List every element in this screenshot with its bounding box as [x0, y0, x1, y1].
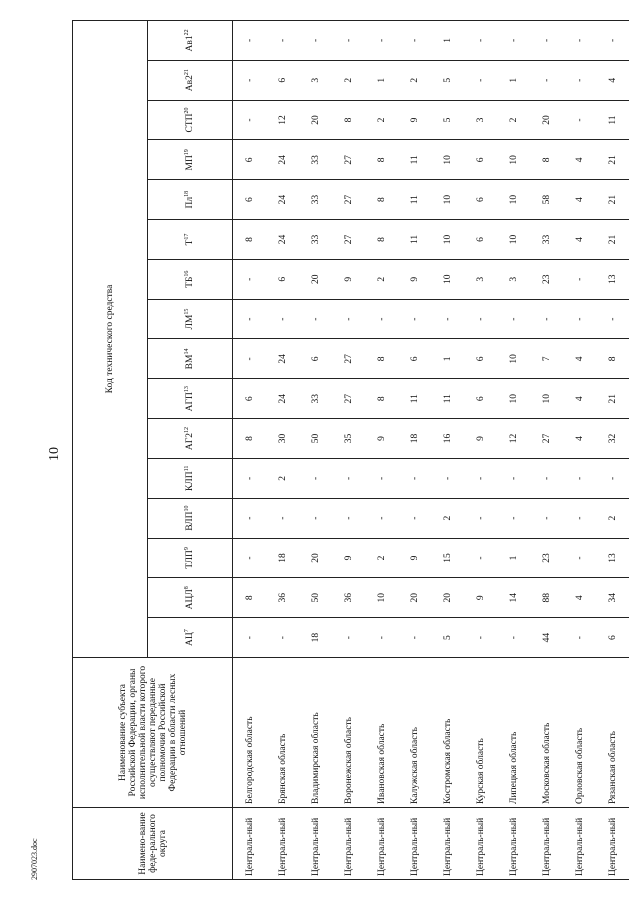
district-cell: Централь-ный	[596, 808, 629, 880]
value-cell: 5	[431, 618, 464, 658]
value-cell: -	[530, 498, 563, 538]
value-cell: 2	[365, 538, 398, 578]
value-cell: 10	[431, 259, 464, 299]
district-cell: Централь-ный	[497, 808, 530, 880]
table-row	[233, 21, 267, 880]
value-cell: -	[464, 458, 497, 498]
value-cell: -	[266, 21, 299, 61]
region-cell: Липецкая область	[497, 658, 530, 808]
value-cell: 33	[530, 220, 563, 260]
value-cell: 33	[299, 220, 332, 260]
value-cell: -	[299, 21, 332, 61]
value-cell: 8	[365, 180, 398, 220]
value-cell: -	[464, 60, 497, 100]
value-cell: -	[365, 498, 398, 538]
value-cell: -	[332, 299, 365, 339]
value-cell: 4	[596, 60, 629, 100]
value-cell: -	[398, 498, 431, 538]
value-cell: 20	[530, 100, 563, 140]
value-cell: 13	[596, 259, 629, 299]
value-cell: 21	[596, 180, 629, 220]
value-cell: -	[365, 458, 398, 498]
value-cell: 1	[497, 60, 530, 100]
value-cell: 8	[530, 140, 563, 180]
value-cell: 6	[464, 140, 497, 180]
header-code-3: ТЛП$^9$	[148, 538, 233, 578]
value-cell: 4	[563, 180, 596, 220]
table-row	[497, 21, 530, 880]
value-cell: -	[563, 21, 596, 61]
value-cell: 8	[233, 220, 267, 260]
district-cell: Централь-ный	[431, 808, 464, 880]
table-row	[596, 21, 629, 880]
value-cell: 9	[398, 538, 431, 578]
value-cell: 23	[530, 538, 563, 578]
header-subject: Наименование субъекта Российской Федерации, органы исполнительной власти которого осуществляют переданные полномочия Российской Федерации в области лесных отношений	[73, 658, 233, 808]
region-cell: Курская область	[464, 658, 497, 808]
value-cell: 10	[431, 180, 464, 220]
value-cell: -	[299, 458, 332, 498]
rotated-table-container	[72, 20, 618, 880]
value-cell: -	[266, 618, 299, 658]
value-cell: 24	[266, 140, 299, 180]
district-cell: Централь-ный	[563, 808, 596, 880]
value-cell: 10	[431, 220, 464, 260]
value-cell: 10	[365, 578, 398, 618]
value-cell: 27	[332, 180, 365, 220]
district-cell: Централь-ный	[332, 808, 365, 880]
value-cell: 9	[365, 419, 398, 459]
value-cell: 50	[299, 578, 332, 618]
value-cell: -	[431, 299, 464, 339]
page-number: 10	[47, 447, 62, 461]
value-cell: 7	[530, 339, 563, 379]
value-cell: -	[497, 618, 530, 658]
value-cell: -	[266, 299, 299, 339]
value-cell: 16	[431, 419, 464, 459]
value-cell: 6	[464, 379, 497, 419]
value-cell: -	[596, 299, 629, 339]
district-cell: Централь-ный	[464, 808, 497, 880]
value-cell: -	[332, 458, 365, 498]
region-cell: Белгородская область	[233, 658, 267, 808]
table-row	[563, 21, 596, 880]
footer-filename: 2907023.doc	[30, 838, 39, 880]
value-cell: 27	[332, 140, 365, 180]
value-cell: -	[596, 21, 629, 61]
header-code-16: $Ав1^{22}$	[148, 21, 233, 61]
value-cell: 10	[530, 379, 563, 419]
value-cell: -	[332, 498, 365, 538]
value-cell: 24	[266, 180, 299, 220]
value-cell: 88	[530, 578, 563, 618]
region-cell: Ивановская область	[365, 658, 398, 808]
value-cell: 11	[398, 379, 431, 419]
value-cell: -	[398, 618, 431, 658]
header-code-8: ВМ$^{14}$	[148, 339, 233, 379]
value-cell: 2	[398, 60, 431, 100]
value-cell: -	[431, 458, 464, 498]
region-cell: Рязанская область	[596, 658, 629, 808]
value-cell: 18	[398, 419, 431, 459]
value-cell: 9	[464, 578, 497, 618]
value-cell: 18	[299, 618, 332, 658]
value-cell: 9	[398, 100, 431, 140]
value-cell: 6	[233, 379, 267, 419]
value-cell: 8	[365, 140, 398, 180]
value-cell: -	[563, 259, 596, 299]
table-row	[431, 21, 464, 880]
value-cell: 6	[398, 339, 431, 379]
value-cell: -	[233, 21, 267, 61]
value-cell: -	[530, 458, 563, 498]
value-cell: 33	[299, 140, 332, 180]
value-cell: -	[596, 458, 629, 498]
header-code-1: $АЦ^7$	[148, 618, 233, 658]
value-cell: 20	[299, 538, 332, 578]
value-cell: -	[233, 458, 267, 498]
value-cell: 36	[332, 578, 365, 618]
value-cell: 21	[596, 379, 629, 419]
value-cell: -	[398, 458, 431, 498]
region-cell: Костромская область	[431, 658, 464, 808]
value-cell: 11	[431, 379, 464, 419]
value-cell: 2	[596, 498, 629, 538]
value-cell: 9	[332, 259, 365, 299]
header-code-15: $Ав2^{21}$	[148, 60, 233, 100]
value-cell: 10	[497, 339, 530, 379]
value-cell: -	[563, 618, 596, 658]
region-cell: Воронежская область	[332, 658, 365, 808]
value-cell: 9	[332, 538, 365, 578]
value-cell: 30	[266, 419, 299, 459]
value-cell: -	[233, 618, 267, 658]
value-cell: 34	[596, 578, 629, 618]
value-cell: -	[365, 21, 398, 61]
value-cell: -	[332, 618, 365, 658]
district-cell: Централь-ный	[530, 808, 563, 880]
value-cell: 8	[233, 578, 267, 618]
value-cell: 6	[464, 339, 497, 379]
value-cell: 6	[266, 259, 299, 299]
header-district: Наимено-вание феде-рального округа	[73, 808, 233, 880]
value-cell: 10	[497, 379, 530, 419]
header-code-11: $Т^{17}$	[148, 220, 233, 260]
value-cell: -	[398, 299, 431, 339]
value-cell: -	[233, 60, 267, 100]
value-cell: -	[365, 299, 398, 339]
value-cell: 5	[431, 100, 464, 140]
value-cell: 58	[530, 180, 563, 220]
value-cell: 1	[431, 339, 464, 379]
value-cell: 27	[530, 419, 563, 459]
value-cell: 27	[332, 339, 365, 379]
value-cell: 20	[398, 578, 431, 618]
header-code-5: КЛП$^{11}$	[148, 458, 233, 498]
value-cell: 3	[464, 259, 497, 299]
value-cell: 1	[497, 538, 530, 578]
value-cell: 6	[233, 180, 267, 220]
header-code-10: ТБ$^{16}$	[148, 259, 233, 299]
header-code-7: АГП$^{13}$	[148, 379, 233, 419]
value-cell: -	[365, 618, 398, 658]
region-cell: Московская область	[530, 658, 563, 808]
value-cell: 1	[431, 21, 464, 61]
value-cell: 10	[497, 180, 530, 220]
value-cell: 24	[266, 339, 299, 379]
value-cell: -	[530, 21, 563, 61]
value-cell: 12	[266, 100, 299, 140]
value-cell: 11	[398, 180, 431, 220]
value-cell: 18	[266, 538, 299, 578]
value-cell: 8	[365, 379, 398, 419]
header-code-9: ЛМ$^{15}$	[148, 299, 233, 339]
value-cell: -	[563, 299, 596, 339]
value-cell: -	[464, 498, 497, 538]
value-cell: 15	[431, 538, 464, 578]
value-cell: -	[563, 458, 596, 498]
value-cell: -	[497, 498, 530, 538]
value-cell: 5	[431, 60, 464, 100]
value-cell: 11	[596, 100, 629, 140]
value-cell: 10	[431, 140, 464, 180]
value-cell: 33	[299, 379, 332, 419]
value-cell: -	[563, 100, 596, 140]
value-cell: -	[299, 299, 332, 339]
value-cell: 6	[596, 618, 629, 658]
value-cell: 27	[332, 220, 365, 260]
table-row	[530, 21, 563, 880]
value-cell: -	[563, 60, 596, 100]
value-cell: -	[464, 618, 497, 658]
value-cell: 23	[530, 259, 563, 299]
value-cell: 32	[596, 419, 629, 459]
district-cell: Централь-ный	[266, 808, 299, 880]
value-cell: -	[464, 538, 497, 578]
value-cell: 33	[299, 180, 332, 220]
value-cell: -	[266, 498, 299, 538]
technical-means-table	[72, 20, 629, 880]
value-cell: 4	[563, 140, 596, 180]
value-cell: -	[497, 458, 530, 498]
table-row	[464, 21, 497, 880]
header-code-2: АЦЛ$^8$	[148, 578, 233, 618]
value-cell: 6	[266, 60, 299, 100]
value-cell: -	[530, 299, 563, 339]
value-cell: 21	[596, 220, 629, 260]
value-cell: -	[497, 299, 530, 339]
district-cell: Централь-ный	[299, 808, 332, 880]
value-cell: -	[299, 498, 332, 538]
value-cell: 11	[398, 140, 431, 180]
value-cell: 11	[398, 220, 431, 260]
value-cell: 8	[365, 220, 398, 260]
header-code-12: $Пл^{18}$	[148, 180, 233, 220]
value-cell: 8	[596, 339, 629, 379]
value-cell: -	[563, 538, 596, 578]
value-cell: 8	[332, 100, 365, 140]
value-cell: 24	[266, 379, 299, 419]
value-cell: 44	[530, 618, 563, 658]
header-code-4: ВЛП$^{10}$	[148, 498, 233, 538]
region-cell: Владимирская область	[299, 658, 332, 808]
value-cell: 8	[233, 419, 267, 459]
value-cell: 12	[497, 419, 530, 459]
value-cell: 36	[266, 578, 299, 618]
value-cell: 2	[431, 498, 464, 538]
value-cell: 50	[299, 419, 332, 459]
value-cell: 2	[266, 458, 299, 498]
region-cell: Калужская область	[398, 658, 431, 808]
value-cell: 10	[497, 140, 530, 180]
value-cell: -	[233, 299, 267, 339]
header-code-13: МП$^{19}$	[148, 140, 233, 180]
value-cell: 20	[431, 578, 464, 618]
value-cell: 6	[464, 220, 497, 260]
value-cell: 4	[563, 419, 596, 459]
value-cell: -	[233, 100, 267, 140]
value-cell: -	[233, 498, 267, 538]
value-cell: -	[233, 339, 267, 379]
value-cell: 21	[596, 140, 629, 180]
value-cell: 4	[563, 578, 596, 618]
value-cell: -	[233, 259, 267, 299]
header-code-14: СТП$^{20}$	[148, 100, 233, 140]
value-cell: -	[530, 60, 563, 100]
value-cell: 27	[332, 379, 365, 419]
value-cell: -	[497, 21, 530, 61]
value-cell: -	[233, 538, 267, 578]
value-cell: 2	[497, 100, 530, 140]
value-cell: 14	[497, 578, 530, 618]
header-code-group: Код технического средства	[73, 21, 148, 658]
value-cell: 6	[299, 339, 332, 379]
region-cell: Брянская область	[266, 658, 299, 808]
value-cell: 4	[563, 220, 596, 260]
value-cell: 4	[563, 339, 596, 379]
value-cell: -	[464, 299, 497, 339]
region-cell: Орловская область	[563, 658, 596, 808]
value-cell: 3	[497, 259, 530, 299]
value-cell: 2	[365, 259, 398, 299]
value-cell: 10	[497, 220, 530, 260]
district-cell: Централь-ный	[233, 808, 267, 880]
value-cell: 9	[398, 259, 431, 299]
table-row	[266, 21, 299, 880]
district-cell: Централь-ный	[398, 808, 431, 880]
value-cell: 3	[464, 100, 497, 140]
value-cell: -	[332, 21, 365, 61]
value-cell: 2	[332, 60, 365, 100]
table-row	[365, 21, 398, 880]
table-row	[398, 21, 431, 880]
table-row	[299, 21, 332, 880]
value-cell: -	[464, 21, 497, 61]
value-cell: 13	[596, 538, 629, 578]
value-cell: 8	[365, 339, 398, 379]
value-cell: 20	[299, 100, 332, 140]
table-row	[332, 21, 365, 880]
value-cell: 6	[233, 140, 267, 180]
header-code-6: $АГ2^{12}$	[148, 419, 233, 459]
value-cell: 9	[464, 419, 497, 459]
value-cell: 20	[299, 259, 332, 299]
table-body	[233, 21, 630, 880]
value-cell: -	[563, 498, 596, 538]
value-cell: 35	[332, 419, 365, 459]
value-cell: 4	[563, 379, 596, 419]
value-cell: -	[398, 21, 431, 61]
value-cell: 2	[365, 100, 398, 140]
value-cell: 1	[365, 60, 398, 100]
value-cell: 3	[299, 60, 332, 100]
value-cell: 24	[266, 220, 299, 260]
district-cell: Централь-ный	[365, 808, 398, 880]
value-cell: 6	[464, 180, 497, 220]
